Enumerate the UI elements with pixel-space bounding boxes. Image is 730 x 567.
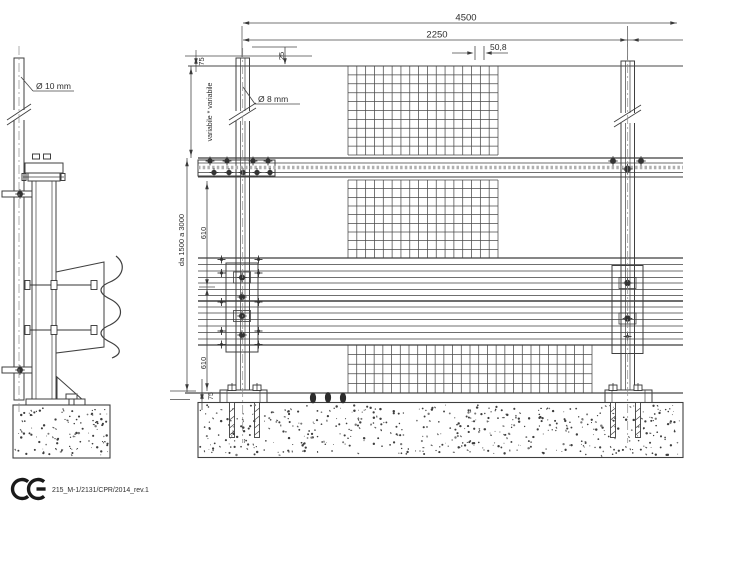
dim-lower-gap: 610 <box>199 356 208 370</box>
dim-upper-gap: 610 <box>199 226 208 240</box>
callout-edge-wire: Ø 10 mm <box>36 81 71 91</box>
break-symbols <box>7 103 641 127</box>
callout-mesh-wire: Ø 8 mm <box>258 94 289 104</box>
certificate-code: 215_M-1/2131/CPR/2014_rev.1 <box>52 487 149 494</box>
dim-mesh-cell: 50,8 <box>490 42 507 52</box>
triple-wave-beam <box>198 258 683 345</box>
dim-mesh-top-gap: 25 <box>277 51 286 61</box>
centerlines <box>19 30 628 443</box>
dim-height-range: da 1500 a 3000 <box>177 213 186 267</box>
bolts-layer <box>15 156 645 403</box>
side-base-plate <box>26 399 85 405</box>
dim-total-width: 4500 <box>455 12 477 24</box>
dimension-lines <box>21 23 683 410</box>
dim-base-offset: 75 <box>208 392 215 400</box>
dim-post-top-offset: 75 <box>197 57 206 66</box>
dim-panel-width: 2250 <box>426 29 448 41</box>
ce-mark-icon <box>13 480 46 499</box>
footer <box>13 480 149 499</box>
spacer-bracket <box>56 262 104 353</box>
dim-variable-spacing: variabile * variabile <box>207 82 214 142</box>
mesh-grid <box>348 66 592 393</box>
